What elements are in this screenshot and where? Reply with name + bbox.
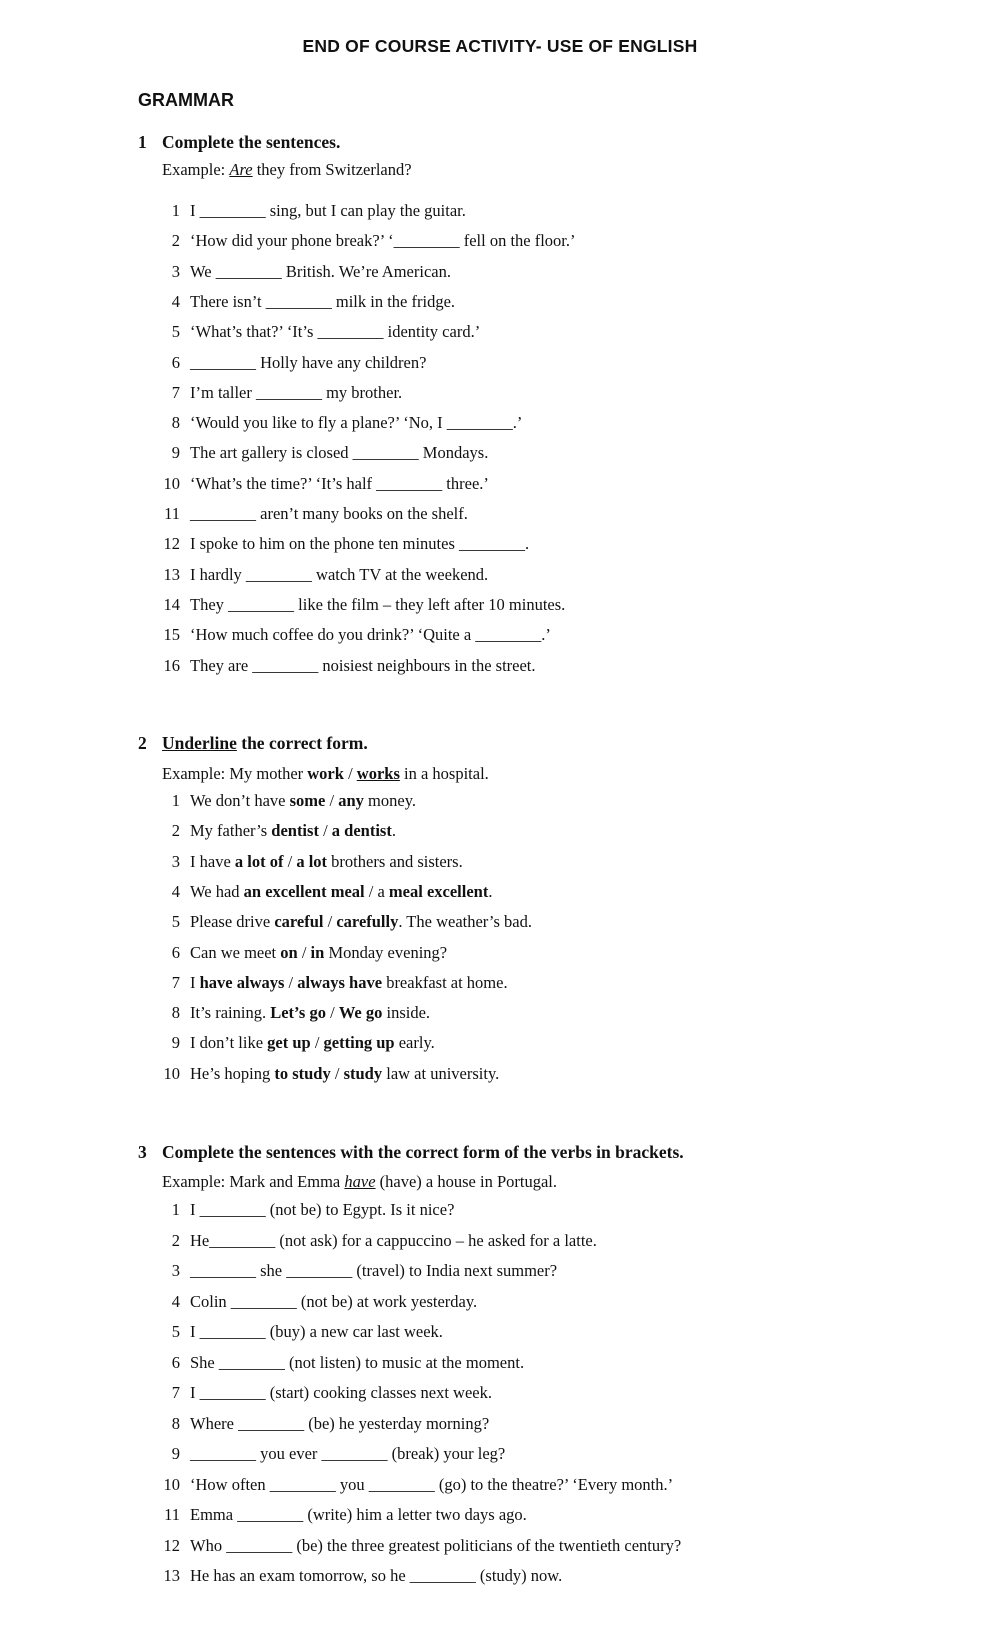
exercise-1-number: 1: [138, 132, 147, 152]
list-item: [150, 624, 551, 646]
item-number: 4: [171, 1291, 180, 1311]
list-item: [150, 881, 492, 903]
section-heading-grammar: GRAMMAR: [138, 90, 234, 110]
option-a: get up: [267, 1033, 311, 1053]
list-item: [150, 655, 536, 677]
example-rest: (have) a house in Portugal.: [375, 1172, 557, 1191]
exercise-1-heading: [138, 132, 340, 153]
item-post: .: [391, 821, 396, 841]
item-text: The art gallery is closed ________ Mondays.: [190, 443, 489, 463]
item-text: ‘Would you like to fly a plane?’ ‘No, I ________.’: [190, 413, 523, 433]
item-text: There isn’t ________ milk in the fridge.: [190, 291, 456, 311]
item-number: 6: [171, 1352, 180, 1372]
example-prefix: Example: Mark and Emma: [162, 1172, 345, 1191]
option-separator: /: [325, 791, 339, 810]
list-item: [150, 291, 455, 313]
option-separator: /: [310, 1033, 324, 1053]
item-post: brothers and sisters.: [327, 851, 463, 871]
example-option-a: work: [307, 764, 344, 783]
exercise-2-heading: [138, 733, 368, 754]
exercise-3-example: [162, 1172, 557, 1192]
document-title: END OF COURSE ACTIVITY- USE OF ENGLISH: [302, 36, 698, 56]
list-item: [150, 911, 532, 933]
list-item: [150, 442, 488, 464]
item-text: ‘How often ________ you ________ (go) to the theatre?’ ‘Every month.’: [190, 1474, 674, 1494]
option-a: dentist: [271, 821, 319, 841]
item-text: Colin ________ (not be) at work yesterday.: [190, 1291, 478, 1311]
item-pre: Can we meet: [190, 942, 281, 962]
option-separator: /: [297, 942, 311, 962]
list-item: [150, 972, 508, 994]
item-number: 8: [171, 1413, 180, 1433]
option-b: any: [338, 791, 364, 810]
item-post: law at university.: [382, 1063, 500, 1083]
item-number: 3: [171, 851, 180, 871]
item-text: Where ________ (be) he yesterday morning?: [190, 1413, 490, 1433]
list-item: [150, 1535, 681, 1557]
exercise-2-example: [162, 764, 489, 784]
item-number: 5: [171, 322, 180, 342]
item-text: I spoke to him on the phone ten minutes ________.: [190, 534, 530, 554]
item-post: breakfast at home.: [382, 972, 508, 992]
item-number: 2: [171, 1230, 180, 1250]
exercise-3-heading: [138, 1142, 684, 1163]
option-a: Let’s go: [270, 1003, 326, 1023]
list-item: [150, 1032, 435, 1054]
item-number: 14: [163, 594, 180, 614]
list-item: [150, 1260, 557, 1282]
option-b: carefully: [336, 912, 399, 932]
list-item: [150, 1413, 489, 1435]
example-rest: they from Switzerland?: [252, 160, 412, 179]
list-item: [150, 230, 576, 252]
list-item: [150, 942, 447, 964]
item-number: 9: [171, 1033, 180, 1053]
list-item: [150, 533, 529, 555]
list-item: [150, 594, 565, 616]
item-number: 15: [163, 625, 180, 645]
list-item: [150, 1504, 527, 1526]
option-b: getting up: [323, 1033, 395, 1053]
item-text: Emma ________ (write) him a letter two days ago.: [190, 1505, 527, 1524]
option-separator: /: [330, 1063, 344, 1083]
item-pre: We don’t have: [190, 791, 290, 810]
item-text: ________ she ________ (travel) to India next summer?: [190, 1261, 558, 1280]
item-number: 7: [171, 972, 180, 992]
item-number: 16: [163, 655, 180, 675]
item-text: ________ Holly have any children?: [190, 352, 427, 372]
item-text: ‘How did your phone break?’ ‘________ fell on the floor.’: [190, 231, 576, 251]
example-answer: Are: [229, 160, 253, 179]
list-item: [150, 820, 396, 842]
item-number: 9: [171, 1444, 180, 1463]
option-a: careful: [274, 912, 324, 932]
item-text: ‘How much coffee do you drink?’ ‘Quite a ________.’: [190, 625, 551, 645]
option-a: have always: [199, 972, 285, 992]
list-item: [150, 261, 451, 283]
list-item: [150, 851, 463, 873]
item-text: They ________ like the film – they left after 10 minutes.: [190, 594, 566, 614]
item-number: 7: [171, 1383, 180, 1402]
item-number: 3: [171, 261, 180, 281]
list-item: [150, 473, 489, 495]
item-number: 13: [163, 1566, 180, 1585]
exercise-1-example: [162, 160, 412, 180]
list-item: [150, 352, 426, 374]
item-text: ________ aren’t many books on the shelf.: [190, 504, 468, 523]
option-b: in: [310, 942, 325, 962]
list-item: [150, 1474, 673, 1496]
item-number: 2: [171, 821, 180, 841]
item-text: I’m taller ________ my brother.: [190, 382, 403, 402]
item-text: I ________ (buy) a new car last week.: [190, 1322, 443, 1341]
item-number: 7: [171, 382, 180, 402]
exercise-3-number: 3: [138, 1142, 147, 1162]
option-b: We go: [338, 1003, 383, 1023]
list-item: [150, 503, 468, 525]
example-rest: in a hospital.: [399, 764, 489, 783]
item-post: . The weather’s bad.: [398, 912, 532, 932]
item-number: 5: [171, 1322, 180, 1341]
item-number: 5: [171, 912, 180, 932]
item-number: 11: [164, 504, 180, 523]
item-number: 4: [171, 881, 180, 901]
item-text: ‘What’s that?’ ‘It’s ________ identity card.’: [190, 322, 481, 342]
list-item: [150, 790, 416, 812]
list-item: [150, 1382, 492, 1404]
item-text: Who ________ (be) the three greatest politicians of the twentieth century?: [190, 1535, 682, 1555]
item-number: 1: [171, 1200, 180, 1219]
list-item: [150, 1291, 477, 1313]
item-text: ________ you ever ________ (break) your leg?: [190, 1444, 506, 1463]
list-item: [150, 412, 522, 434]
example-prefix: Example: My mother: [162, 764, 308, 783]
item-post: inside.: [382, 1003, 431, 1023]
example-option-b: works: [356, 764, 400, 783]
list-item: [150, 1321, 443, 1343]
list-item: [150, 200, 466, 222]
item-post: early.: [394, 1033, 435, 1053]
item-pre: My father’s: [190, 821, 272, 841]
example-prefix: Example:: [162, 160, 230, 179]
item-number: 6: [171, 352, 180, 372]
item-number: 12: [163, 1535, 180, 1555]
exercise-2-instruction-underlined: Underline: [162, 733, 237, 753]
item-post: .: [488, 881, 493, 901]
option-a: to study: [274, 1063, 331, 1083]
option-separator: /: [284, 972, 298, 992]
exercise-2-instruction-rest: the correct form.: [236, 733, 368, 753]
option-a: some: [289, 791, 326, 810]
item-number: 4: [171, 291, 180, 311]
item-number: 1: [171, 201, 180, 220]
option-b: study: [343, 1063, 383, 1083]
list-item: [150, 382, 402, 404]
item-number: 10: [163, 1063, 180, 1083]
item-pre: We had: [190, 881, 244, 901]
item-number: 9: [171, 443, 180, 463]
item-text: I hardly ________ watch TV at the weekend.: [190, 564, 489, 584]
item-text: We ________ British. We’re American.: [190, 261, 451, 281]
item-number: 11: [164, 1505, 180, 1524]
item-text: He________ (not ask) for a cappuccino – he asked for a latte.: [190, 1230, 597, 1250]
option-separator: /: [318, 821, 332, 841]
option-b: always have: [297, 972, 383, 992]
item-number: 1: [171, 791, 180, 810]
option-b: a dentist: [331, 821, 392, 841]
item-number: 2: [171, 231, 180, 251]
item-number: 13: [163, 564, 180, 584]
exercise-1-instruction: Complete the sentences.: [162, 132, 341, 152]
option-b: a lot: [296, 851, 328, 871]
item-text: ‘What’s the time?’ ‘It’s half ________ three.’: [190, 473, 489, 493]
list-item: [150, 1565, 562, 1587]
item-pre: I: [190, 972, 200, 992]
item-text: He has an exam tomorrow, so he ________ (study) now.: [190, 1566, 563, 1585]
option-a: an excellent meal: [243, 881, 365, 901]
list-item: [150, 1002, 430, 1024]
list-item: [150, 1230, 597, 1252]
example-answer: have: [344, 1172, 376, 1191]
option-separator: /: [323, 912, 337, 932]
list-item: [150, 321, 480, 343]
option-a: a lot of: [234, 851, 284, 871]
item-number: 8: [171, 1003, 180, 1023]
item-number: 3: [171, 1261, 180, 1280]
item-number: 6: [171, 942, 180, 962]
item-pre: He’s hoping: [190, 1063, 275, 1083]
item-number: 10: [163, 473, 180, 493]
exercise-3-instruction: Complete the sentences with the correct form of the verbs in brackets.: [162, 1142, 684, 1162]
item-number: 8: [171, 413, 180, 433]
option-separator: /: [283, 851, 297, 871]
item-number: 12: [163, 534, 180, 554]
list-item: [150, 564, 488, 586]
list-item: [150, 1443, 505, 1465]
list-item: [150, 1063, 499, 1085]
item-text: I ________ (start) cooking classes next week.: [190, 1383, 492, 1402]
item-text: I ________ sing, but I can play the guitar.: [190, 201, 466, 220]
item-text: She ________ (not listen) to music at the moment.: [190, 1352, 525, 1372]
item-post: money.: [363, 791, 417, 810]
item-number: 10: [163, 1474, 180, 1494]
item-pre: Please drive: [190, 912, 275, 932]
option-b: meal excellent: [388, 881, 489, 901]
option-separator: /: [325, 1003, 339, 1023]
option-separator: / a: [364, 881, 389, 901]
list-item: [150, 1199, 454, 1221]
item-text: They are ________ noisiest neighbours in the street.: [190, 655, 536, 675]
item-text: I ________ (not be) to Egypt. Is it nice?: [190, 1200, 455, 1219]
item-pre: I have: [190, 851, 235, 871]
list-item: [150, 1352, 524, 1374]
item-pre: It’s raining.: [190, 1003, 271, 1023]
example-separator: /: [343, 764, 357, 783]
exercise-2-number: 2: [138, 733, 147, 753]
item-post: Monday evening?: [324, 942, 448, 962]
item-pre: I don’t like: [190, 1033, 268, 1053]
option-a: on: [280, 942, 298, 962]
